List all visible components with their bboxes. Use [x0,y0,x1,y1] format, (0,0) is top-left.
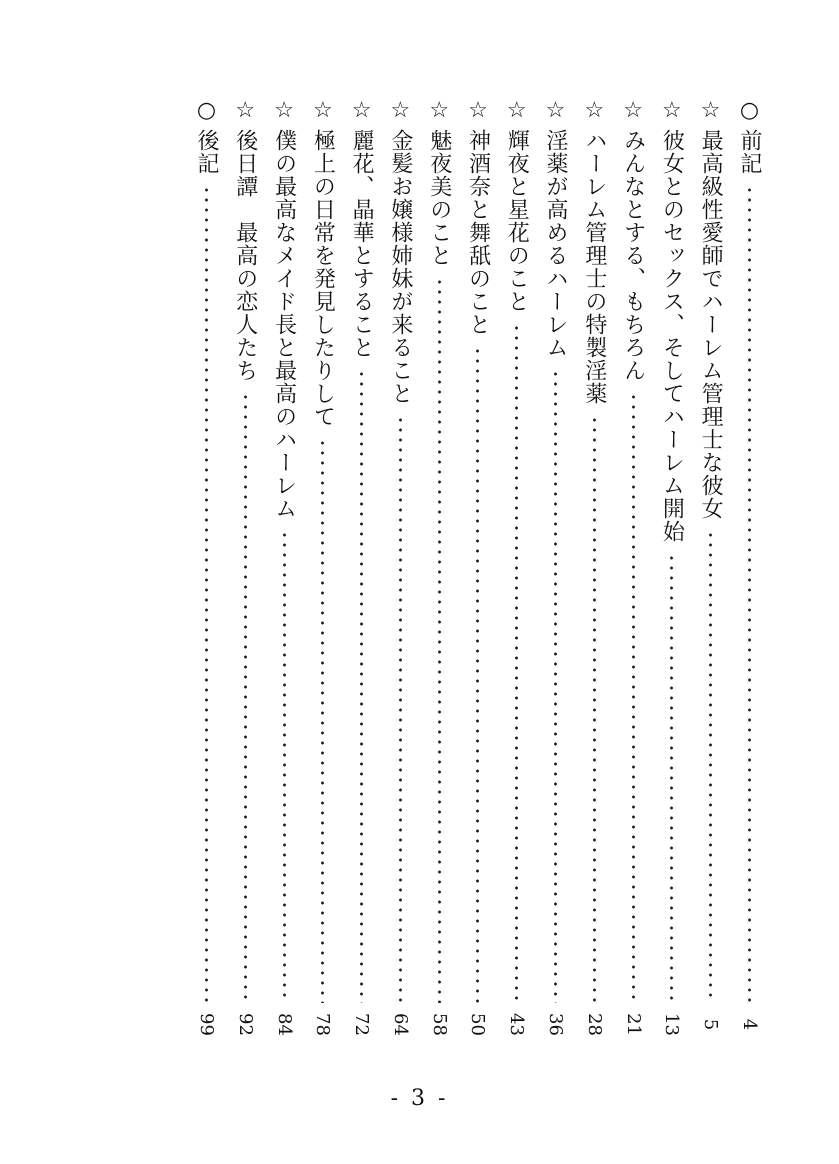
toc-entry-page: 78 [312,1013,334,1036]
dot-leader [658,553,685,1003]
dot-leader [193,185,220,1003]
toc-entry[interactable] [697,98,724,1038]
star-marker-icon: ☆ [426,98,452,123]
toc-entry-page: 43 [506,1013,528,1036]
star-marker-icon: ☆ [271,98,297,123]
dot-leader [736,185,763,1003]
toc-entry[interactable] [309,98,336,1038]
dot-leader [581,415,608,1003]
toc-entry[interactable] [271,98,298,1038]
toc-entry-title: 最高級性愛師でハーレム管理士な彼女 [698,129,724,520]
toc-entry[interactable] [387,98,414,1038]
dot-leader [620,392,647,1003]
star-marker-icon: ☆ [349,98,375,123]
toc-entry-page: 13 [661,1013,683,1036]
toc-entry-title: 後記 [194,129,219,175]
dot-leader [426,277,453,1003]
toc-entry[interactable] [658,98,685,1038]
star-marker-icon: ☆ [310,98,336,123]
toc-entry-title: 後日譚 最高の恋人たち [232,129,258,382]
toc-entry[interactable] [581,98,608,1038]
dot-leader [309,438,336,1003]
dot-leader [232,392,259,1003]
toc-entry-page: 92 [234,1013,256,1036]
toc-entry[interactable] [232,98,259,1038]
toc-entry-page: 72 [351,1013,373,1036]
dot-leader [464,346,491,1003]
toc-entry-title: 極上の日常を発見したりして [310,129,336,428]
star-marker-icon: ☆ [698,98,724,123]
toc-entry-page: 21 [622,1013,644,1036]
toc-entry-page: 99 [196,1013,217,1036]
star-marker-icon: ☆ [387,98,413,123]
star-marker-icon: ☆ [543,98,569,123]
dot-leader [271,530,298,1003]
toc-entry[interactable] [193,98,220,1038]
toc-entry[interactable] [542,98,569,1038]
toc-entry[interactable] [736,98,763,1038]
toc-entry-title: 彼女とのセックス、そしてハーレム開始 [659,129,685,543]
star-marker-icon: ☆ [232,98,258,123]
star-marker-icon: ☆ [504,98,530,123]
dot-leader [542,369,569,1003]
toc-entry-page: 28 [583,1013,605,1036]
dot-leader [697,530,724,1003]
toc-entry-title: 麗花、晶華とすること [349,129,375,359]
toc-entry-page: 84 [273,1013,295,1036]
toc-entry[interactable] [620,98,647,1038]
toc-entry-page: 64 [389,1013,411,1036]
dot-leader [348,369,375,1003]
toc-entry-page: 5 [700,1018,722,1031]
table-of-contents [193,98,763,1038]
toc-entry-page: 58 [428,1013,450,1036]
toc-entry-title: 前記 [736,129,762,175]
dot-leader [503,323,530,1003]
toc-entry-page: 50 [467,1013,489,1036]
dot-leader [387,415,414,1003]
toc-entry[interactable] [348,98,375,1038]
toc-entry-title: みんなとする、もちろん [620,129,646,382]
toc-entry[interactable] [464,98,491,1038]
toc-entry-page: 4 [738,1018,760,1031]
toc-entry-title: 神酒奈と舞舐のこと [465,129,491,336]
toc-entry-title: 輝夜と星花のこと [504,129,530,313]
toc-entry-title: 魅夜美のこと [426,129,452,267]
toc-entry-page: 36 [545,1013,567,1036]
toc-entry[interactable] [503,98,530,1038]
circle-marker-icon: ○ [736,98,762,123]
toc-entry-title: 淫薬が高めるハーレム [543,129,569,359]
toc-entry-title: ハーレム管理士の特製淫薬 [581,129,607,405]
toc-entry-title: 僕の最高なメイド長と最高のハーレム [271,129,297,520]
star-marker-icon: ☆ [465,98,491,123]
star-marker-icon: ☆ [581,98,607,123]
toc-entry[interactable] [426,98,453,1038]
star-marker-icon: ☆ [659,98,685,123]
page-number: - 3 - [390,1086,449,1111]
circle-marker-icon: ○ [194,98,219,123]
star-marker-icon: ☆ [620,98,646,123]
toc-entry-title: 金髪お嬢様姉妹が来ること [387,129,413,405]
